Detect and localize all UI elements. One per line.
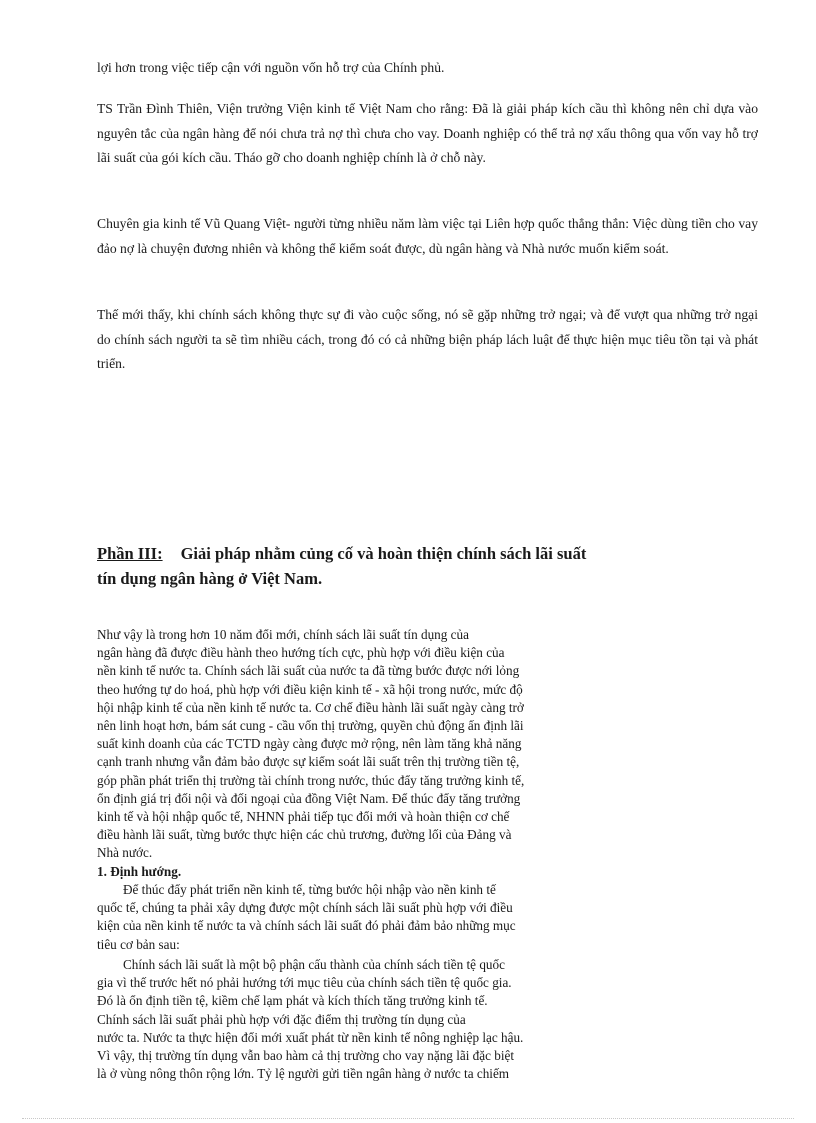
policy-line: nước ta. Nước ta thực hiện đổi mới xuất phát từ nền kinh tế nông nghiệp lạc hậu. xyxy=(97,1029,524,1045)
paragraph-conclusion: Thế mới thấy, khi chính sách không thực sự đi vào cuộc sống, nó sẽ gặp những trở ngại; và để vượt qua những trở ngại do chính sách người ta sẽ tìm nhiều cách, trong đó có cả những biện pháp lách luật để thực hiện mục tiêu tồn tại và phát triển. xyxy=(97,307,758,371)
intro-line: điều hành lãi suất, từng bước thực hiện các chủ trương, đường lối của Đảng và xyxy=(97,827,512,843)
paragraph-vu-quang-viet: Chuyên gia kinh tế Vũ Quang Việt- người từng nhiều năm làm việc tại Liên hợp quốc thẳng thắn: Việc dùng tiền cho vay đảo nợ là chuyện đương nhiên và không thể kiểm soát được, dù ngân hàng và Nhà nước muốn kiểm soát. xyxy=(97,216,758,256)
orientation-line: Để thúc đẩy phát triển nền kinh tế, từng bước hội nhập vào nền kinh tế xyxy=(123,882,496,897)
policy-line: Chính sách lãi suất phải phù hợp với đặc điểm thị trường tín dụng của xyxy=(97,1011,466,1027)
orientation-line: tiêu cơ bản sau: xyxy=(97,936,180,952)
intro-line: kinh tế và hội nhập quốc tế, NHNN phải tiếp tục đổi mới và hoàn thiện cơ chế xyxy=(97,809,510,825)
policy-line: gia vì thế trước hết nó phải hướng tới mục tiêu của chính sách tiền tệ quốc gia. xyxy=(97,975,512,991)
policy-line: là ở vùng nông thôn rộng lớn. Tỷ lệ người gửi tiền ngân hàng ở nước ta chiếm xyxy=(97,1066,510,1082)
intro-line: hội nhập kinh tế của nền kinh tế nước ta. Cơ chế điều hành lãi suất ngày càng trở xyxy=(97,699,524,715)
section-title-line-2: tín dụng ngân hàng ở Việt Nam. xyxy=(97,569,323,588)
intro-line: theo hướng tự do hoá, phù hợp với điều kiện kinh tế - xã hội trong nước, mức độ xyxy=(97,681,523,697)
intro-line: Như vậy là trong hơn 10 năm đổi mới, chính sách lãi suất tín dụng của xyxy=(97,627,469,642)
section-heading xyxy=(97,541,717,591)
subheading-orientation: 1. Định hướng. xyxy=(97,864,182,879)
intro-line: nền kinh tế nước ta. Chính sách lãi suất của nước ta đã từng bước được nới lỏng xyxy=(97,663,520,679)
intro-line: cạnh tranh nhưng vẫn đảm bảo được sự kiểm soát lãi suất trên thị trường tiền tệ, xyxy=(97,754,520,770)
policy-paragraph xyxy=(97,956,657,1083)
intro-line: ngân hàng đã được điều hành theo hướng tích cực, phù hợp với điều kiện của xyxy=(97,645,505,661)
orientation-line: kiện của nền kinh tế nước ta và chính sách lãi suất đó phải đảm bảo những mục xyxy=(97,918,516,934)
paragraph-tran-dinh-thien: TS Trần Đình Thiên, Viện trưởng Viện kinh tế Việt Nam cho rằng: Đã là giải pháp kích cầu thì không nên chỉ dựa vào nguyên tắc của ngân hàng để nói chưa trả nợ thì chưa cho vay. Doanh nghiệp có thể trả nợ xấu thông qua vốn vay hỗ trợ lãi suất của gói kích cầu. Tháo gỡ cho doanh nghiệp chính là ở chỗ này. xyxy=(97,101,758,165)
policy-line: Vì vậy, thị trường tín dụng vẫn bao hàm cả thị trường cho vay nặng lãi đặc biệt xyxy=(97,1048,515,1064)
intro-line: suất kinh doanh của các TCTD ngày càng được mở rộng, nên làm tăng khả năng xyxy=(97,736,522,752)
intro-paragraph xyxy=(97,626,657,863)
orientation-line: quốc tế, chúng ta phải xây dựng được một chính sách lãi suất phù hợp với điều xyxy=(97,900,513,916)
intro-line: nên linh hoạt hơn, bám sát cung - cầu vốn thị trường, quyền chủ động ấn định lãi xyxy=(97,718,524,734)
policy-line: Đó là ổn định tiền tệ, kiềm chế lạm phát và kích thích tăng trưởng kinh tế. xyxy=(97,993,488,1009)
intro-line: góp phần phát triển thị trường tài chính trong nước, thúc đẩy tăng trưởng kinh tế, xyxy=(97,772,525,788)
section-label: Phần III: xyxy=(97,544,163,563)
orientation-paragraph xyxy=(97,881,657,954)
paragraph-continuation: lợi hơn trong việc tiếp cận với nguồn vốn hỗ trợ của Chính phủ. xyxy=(97,60,445,75)
intro-line: ổn định giá trị đối nội và đối ngoại của đồng Việt Nam. Để thúc đẩy tăng trưởng xyxy=(97,790,521,806)
policy-line: Chính sách lãi suất là một bộ phận cấu thành của chính sách tiền tệ quốc xyxy=(123,957,505,972)
intro-line: Nhà nước. xyxy=(97,845,153,861)
page-bottom-divider xyxy=(22,1118,794,1119)
section-title-line-1: Giải pháp nhằm củng cố và hoàn thiện chính sách lãi suất xyxy=(180,544,587,563)
